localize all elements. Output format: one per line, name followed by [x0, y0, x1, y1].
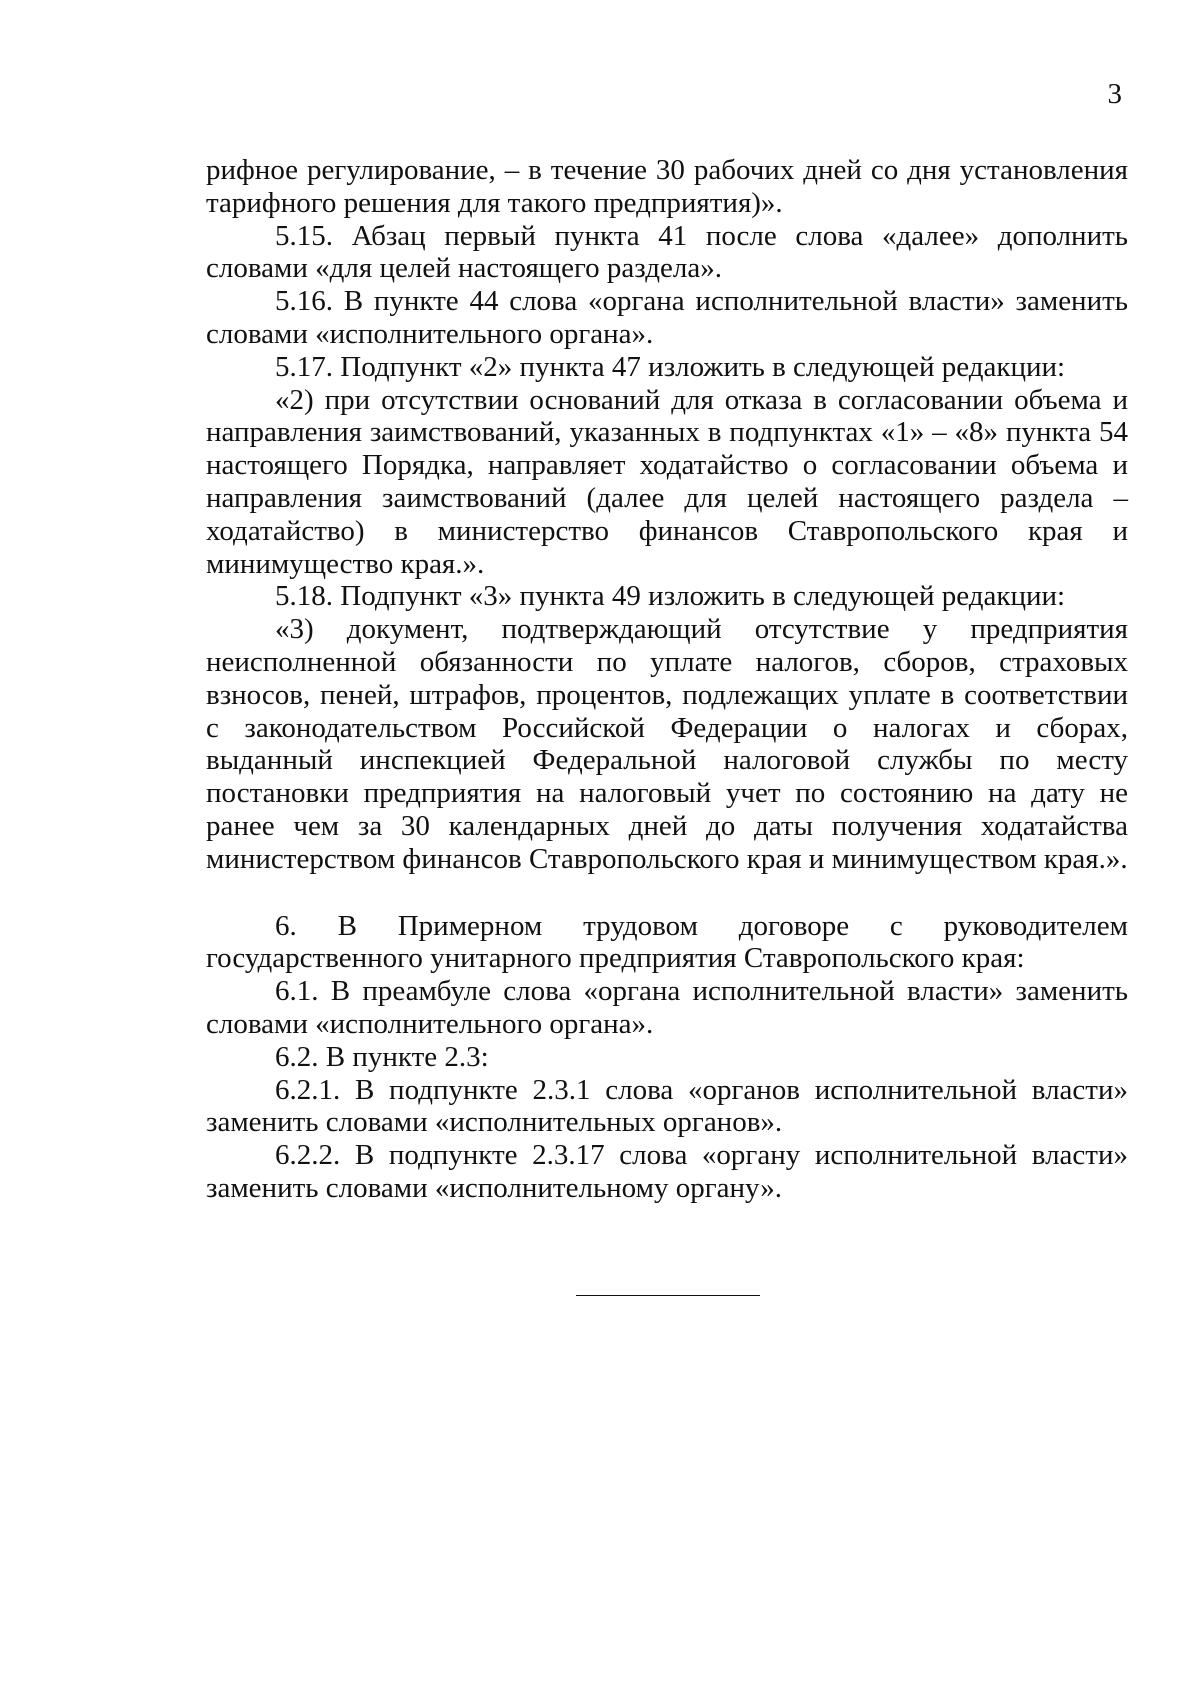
paragraph-5-17: 5.17. Подпункт «2» пункта 47 изложить в следующей редакции: [275, 350, 1066, 383]
page-number: 3 [1107, 78, 1122, 110]
paragraph-5-18: 5.18. Подпункт «3» пункта 49 изложить в следующей редакции: [275, 580, 1066, 613]
paragraph-5-16: 5.16. В пункте 44 слова «органа исполнительной власти» заменить словами «исполнительного органа». [206, 285, 1128, 350]
paragraph-6: 6. В Примерном трудовом договоре с руководителем государственного унитарного предприятия Ставропольского края: [206, 909, 1128, 975]
paragraph-6-2-2: 6.2.2. В подпункте 2.3.17 слова «органу исполнительной власти» заменить словами «исполнительному органу». [206, 1139, 1128, 1204]
paragraph-5-18-text: «3) документ, подтверждающий отсутствие у предприятия неисполненной обязанности по уплате налогов, сборов, страховых взносов, пеней, штрафов, процентов, подлежащих уплате в соответствии с законодательством Российской Федерации о налогах и сборах, выданный инспекцией Федеральной налоговой службы по месту постановки предприятия на налоговый учет по состоянию на дату не ранее чем за 30 календарных дней до даты получения ходатайства министерством финансов Ставропольского края и минимуществом края.». [206, 613, 1128, 875]
paragraph-6-2-1: 6.2.1. В подпункте 2.3.1 слова «органов исполнительной власти» заменить словами «исполнительных органов». [206, 1073, 1128, 1139]
paragraph-6-1: 6.1. В преамбуле слова «органа исполнительной власти» заменить словами «исполнительного органа». [206, 975, 1128, 1040]
paragraph-6-2: 6.2. В пункте 2.3: [275, 1040, 489, 1073]
paragraph-5-15: 5.15. Абзац первый пункта 41 после слова «далее» дополнить словами «для целей настоящего раздела». [206, 219, 1128, 285]
paragraph-5-17-text: «2) при отсутствии оснований для отказа в согласовании объема и направления заимствований, указанных в подпунктах «1» – «8» пункта 54 настоящего Порядка, направляет ходатайство о согласовании объема и направления заимствований (далее для целей настоящего раздела – ходатайство) в министерство финансов Ставропольского края и минимущество края.». [206, 383, 1128, 580]
paragraph-continuation: рифное регулирование, – в течение 30 рабочих дней со дня установления тарифного решения для такого предприятия)». [206, 154, 1128, 219]
document-body [206, 154, 1128, 1205]
end-of-text-rule [576, 1295, 760, 1296]
section-gap [206, 876, 1128, 910]
